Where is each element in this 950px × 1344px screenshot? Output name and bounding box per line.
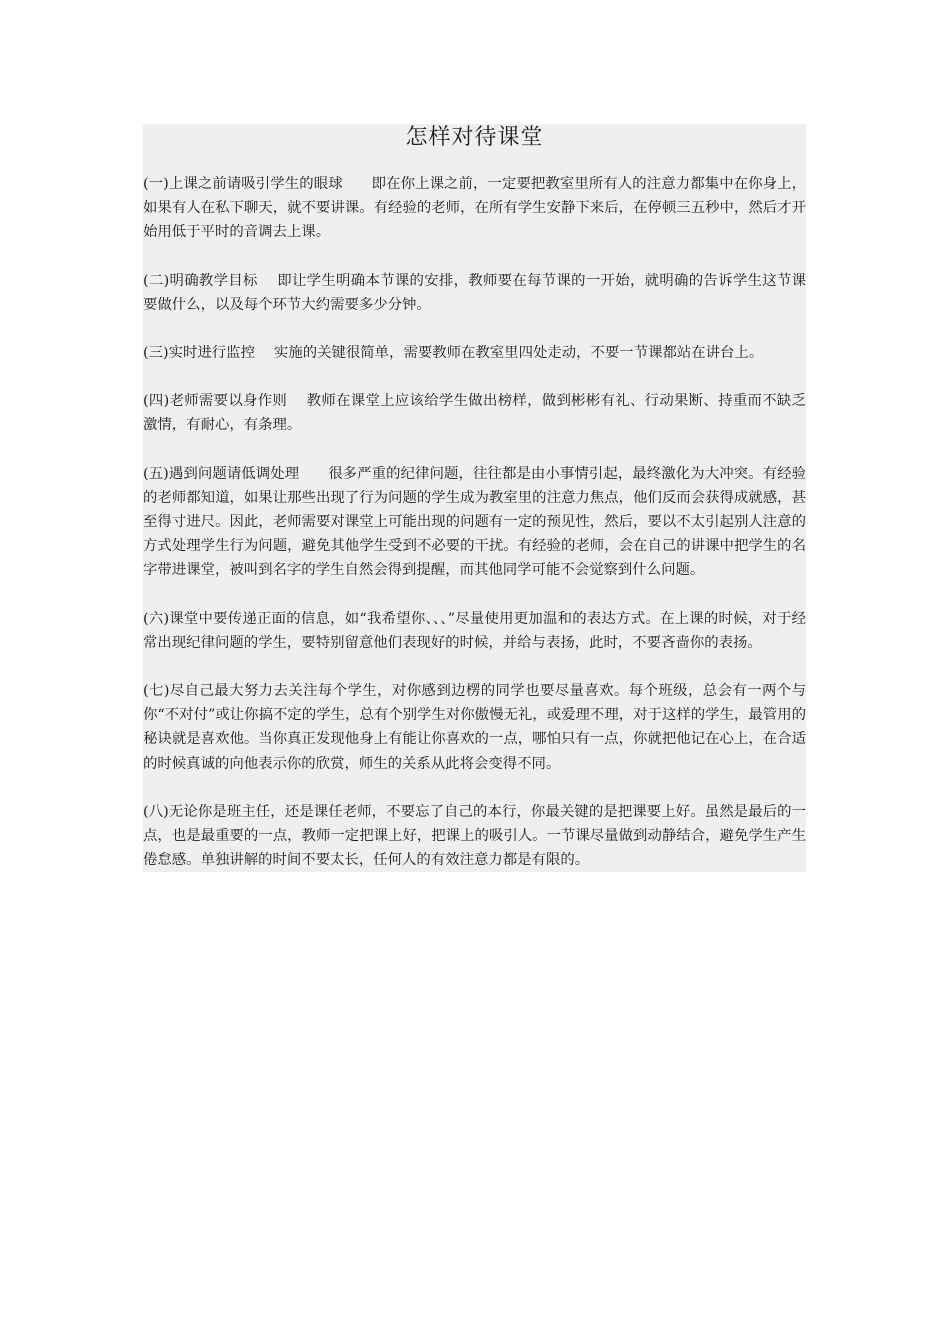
section-5: (五)遇到问题请低调处理 很多严重的纪律问题，往往都是由小事情引起，最终激化为大冲突。有经验的老师都知道，如果让那些出现了行为问题的学生成为教室里的注意力焦点，他们反而会获得成就感，甚至得寸进尺。因此，老师需要对课堂上可能出现的问题有一定的预见性，然后，要以不太引起别人注意的方式处理学生行为问题，避免其他学生受到不必要的干扰。有经验的老师，会在自己的讲课中把学生的名字带进课堂，被叫到名字的学生自然会得到提醒，而其他同学可能不会觉察到什么问题。	[143, 465, 806, 579]
section-6: (六)课堂中要传递正面的信息，如“我希望你、、、”尽量使用更加温和的表达方式。在上课的时候，对于经常出现纪律问题的学生，要特别留意他们表现好的时候，并给与表扬，此时，不要吝啬你的表扬。	[143, 610, 806, 651]
spacer	[143, 655, 806, 679]
spacer	[143, 317, 806, 341]
spacer	[143, 152, 806, 172]
spacer	[143, 776, 806, 800]
spacer	[143, 583, 806, 607]
spacer	[143, 365, 806, 389]
section-2: (二)明确教学目标 即让学生明确本节课的安排，教师要在每节课的一开始，就明确的告诉学生这节课要做什么，以及每个环节大约需要多少分钟。	[143, 272, 806, 313]
document-body	[143, 124, 806, 872]
section-1: (一)上课之前请吸引学生的眼球 即在你上课之前，一定要把教室里所有人的注意力都集中在你身上，如果有人在私下聊天，就不要讲课。有经验的老师，在所有学生安静下来后，在停顿三五秒中，然后才开始用低于平时的音调去上课。	[143, 176, 806, 241]
section-4: (四)老师需要以身作则 教师在课堂上应该给学生做出榜样，做到彬彬有礼、行动果断、持重而不缺乏激情，有耐心，有条理。	[143, 393, 806, 434]
section-3: (三)实时进行监控 实施的关键很简单，需要教师在教室里四处走动，不要一节课都站在讲台上。	[143, 345, 764, 362]
spacer	[143, 438, 806, 462]
spacer	[143, 245, 806, 269]
section-8: (八)无论你是班主任，还是课任老师，不要忘了自己的本行，你最关键的是把课要上好。虽然是最后的一点，也是最重要的一点，教师一定把课上好，把课上的吸引人。一节课尽量做到动静结合，避免学生产生倦怠感。单独讲解的时间不要太长，任何人的有效注意力都是有限的。	[143, 803, 806, 869]
document-title: 怎样对待课堂	[405, 125, 544, 150]
section-7: (七)尽自己最大努力去关注每个学生，对你感到边楞的同学也要尽量喜欢。每个班级，总会有一两个与你“不对付”或让你搞不定的学生，总有个别学生对你傲慢无礼，或爱理不理，对于这样的学生，最管用的秘诀就是喜欢他。当你真正发现他身上有能让你喜欢的一点，哪怕只有一点，你就把他记在心上，在合适的时候真诚的向他表示你的欣赏，师生的关系从此将会变得不同。	[143, 683, 806, 772]
